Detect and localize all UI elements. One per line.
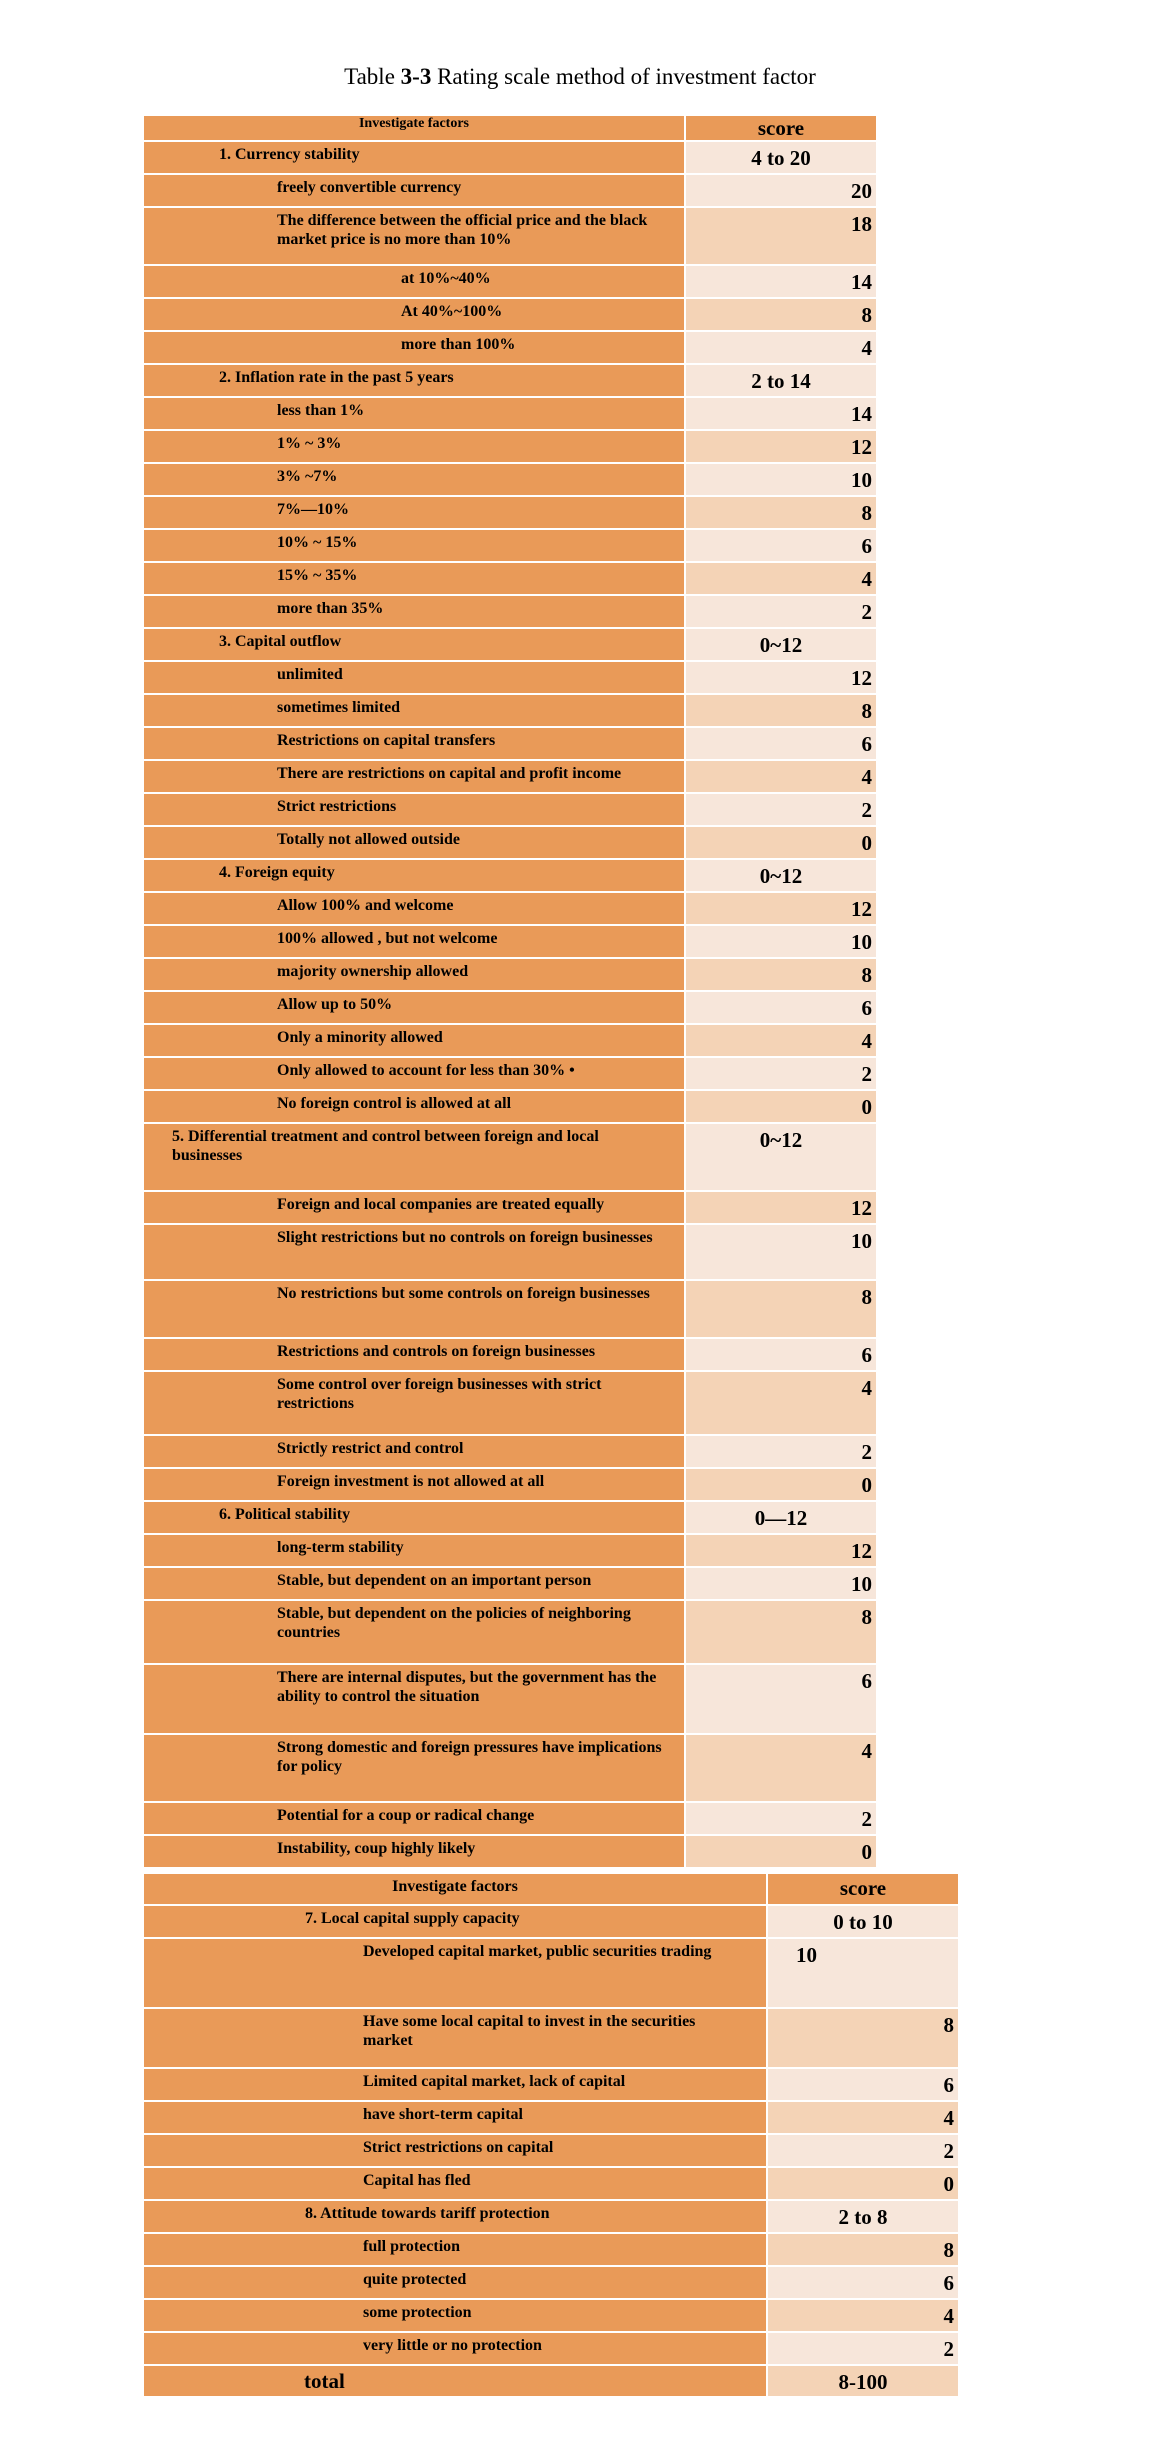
factor-label: long-term stability (144, 1535, 684, 1566)
factor-row (144, 959, 876, 990)
factor-row (144, 1372, 876, 1434)
factor-label: at 10%~40% (144, 266, 684, 297)
category-row (144, 1124, 876, 1190)
category-row (144, 2201, 958, 2232)
factor-label: 3% ~7% (144, 464, 684, 495)
category-score-range: 0 to 10 (766, 1906, 958, 1937)
factor-label: have short-term capital (144, 2102, 766, 2133)
factor-row (144, 827, 876, 858)
factor-score: 12 (684, 1192, 876, 1223)
factor-label: less than 1% (144, 398, 684, 429)
category-row (144, 629, 876, 660)
factor-row (144, 497, 876, 528)
factor-row (144, 1192, 876, 1223)
factor-label: more than 100% (144, 332, 684, 363)
factor-label: unlimited (144, 662, 684, 693)
title-text: Rating scale method of investment factor (431, 64, 816, 89)
factor-score: 8 (766, 2234, 958, 2265)
factor-label: No restrictions but some controls on foreign businesses (144, 1281, 684, 1337)
factor-row (144, 332, 876, 363)
category-row (144, 365, 876, 396)
factor-row (144, 1469, 876, 1500)
factor-row (144, 2333, 958, 2364)
factor-score: 14 (684, 266, 876, 297)
factor-score: 4 (766, 2300, 958, 2331)
factor-row (144, 208, 876, 264)
factor-row (144, 926, 876, 957)
total-score: 8-100 (766, 2366, 958, 2396)
factor-score: 6 (684, 992, 876, 1023)
factor-score: 20 (684, 175, 876, 206)
factor-label: some protection (144, 2300, 766, 2331)
category-score-range: 0~12 (684, 629, 876, 660)
category-label: 6. Political stability (144, 1502, 684, 1533)
factor-row (144, 1025, 876, 1056)
factor-label: Restrictions and controls on foreign businesses (144, 1339, 684, 1370)
rating-table-part-2 (144, 1872, 958, 2398)
factor-score: 0 (684, 1469, 876, 1500)
factor-score: 2 (766, 2333, 958, 2364)
factor-score: 10 (684, 1568, 876, 1599)
factor-row (144, 1436, 876, 1467)
factor-score: 0 (684, 1091, 876, 1122)
factor-score: 8 (684, 1601, 876, 1663)
factor-row (144, 2102, 958, 2133)
factor-score: 10 (684, 926, 876, 957)
factor-label: Strong domestic and foreign pressures have implications for policy (144, 1735, 684, 1801)
factor-label: Strict restrictions on capital (144, 2135, 766, 2166)
factor-row (144, 299, 876, 330)
factor-label: There are restrictions on capital and profit income (144, 761, 684, 792)
factor-score: 0 (684, 827, 876, 858)
table-title (0, 62, 1160, 92)
factor-label: At 40%~100% (144, 299, 684, 330)
factor-row (144, 1939, 958, 2007)
factor-score: 6 (684, 1665, 876, 1733)
factor-row (144, 1601, 876, 1663)
category-label: 3. Capital outflow (144, 629, 684, 660)
factor-label: full protection (144, 2234, 766, 2265)
factor-row (144, 695, 876, 726)
factor-label: Some control over foreign businesses with strict restrictions (144, 1372, 684, 1434)
factor-score: 2 (684, 794, 876, 825)
factor-score: 10 (684, 464, 876, 495)
factor-label: Instability, coup highly likely (144, 1836, 684, 1867)
factor-score: 0 (766, 2168, 958, 2199)
factor-label: Foreign investment is not allowed at all (144, 1469, 684, 1500)
factor-score: 6 (684, 728, 876, 759)
factor-row (144, 893, 876, 924)
factor-row (144, 2300, 958, 2331)
factor-row (144, 1568, 876, 1599)
total-label: total (144, 2366, 766, 2396)
category-score-range: 0~12 (684, 860, 876, 891)
factor-label: Slight restrictions but no controls on foreign businesses (144, 1225, 684, 1279)
factor-score: 8 (766, 2009, 958, 2067)
factor-label: Foreign and local companies are treated equally (144, 1192, 684, 1223)
factor-score: 2 (766, 2135, 958, 2166)
category-label: 5. Differential treatment and control between foreign and local businesses (144, 1124, 684, 1190)
factor-row (144, 1281, 876, 1337)
factor-row (144, 794, 876, 825)
factor-label: Allow up to 50% (144, 992, 684, 1023)
factor-row (144, 398, 876, 429)
factor-row (144, 761, 876, 792)
factor-label: 10% ~ 15% (144, 530, 684, 561)
factor-row (144, 1735, 876, 1801)
factor-score: 8 (684, 299, 876, 330)
factor-label: Developed capital market, public securities trading (144, 1939, 766, 2007)
factor-score: 4 (684, 761, 876, 792)
factor-score: 2 (684, 1436, 876, 1467)
factor-label: Strictly restrict and control (144, 1436, 684, 1467)
factor-score: 6 (766, 2267, 958, 2298)
factor-label: very little or no protection (144, 2333, 766, 2364)
factor-label: Restrictions on capital transfers (144, 728, 684, 759)
category-label: 4. Foreign equity (144, 860, 684, 891)
factor-label: 1% ~ 3% (144, 431, 684, 462)
factor-score: 12 (684, 893, 876, 924)
factor-score: 18 (684, 208, 876, 264)
factor-score: 0 (684, 1836, 876, 1867)
factor-label: freely convertible currency (144, 175, 684, 206)
factor-row (144, 596, 876, 627)
factor-label: Only a minority allowed (144, 1025, 684, 1056)
factor-score: 4 (684, 1025, 876, 1056)
factor-score: 4 (766, 2102, 958, 2133)
category-row (144, 860, 876, 891)
total-row (144, 2366, 958, 2396)
category-score-range: 4 to 20 (684, 142, 876, 173)
factor-score: 2 (684, 1058, 876, 1089)
header-score: score (684, 116, 876, 140)
factor-score: 2 (684, 596, 876, 627)
factor-label: Strict restrictions (144, 794, 684, 825)
title-prefix: Table (344, 64, 401, 89)
factor-label: Potential for a coup or radical change (144, 1803, 684, 1834)
category-score-range: 0—12 (684, 1502, 876, 1533)
factor-score: 6 (766, 2069, 958, 2100)
factor-row (144, 1836, 876, 1867)
factor-row (144, 431, 876, 462)
factor-label: Stable, but dependent on an important person (144, 1568, 684, 1599)
header-investigate-factors: Investigate factors (144, 116, 684, 140)
category-label: 8. Attitude towards tariff protection (144, 2201, 766, 2232)
factor-row (144, 1091, 876, 1122)
factor-label: Totally not allowed outside (144, 827, 684, 858)
factor-row (144, 2009, 958, 2067)
factor-label: No foreign control is allowed at all (144, 1091, 684, 1122)
category-row (144, 142, 876, 173)
factor-score: 8 (684, 959, 876, 990)
factor-score: 8 (684, 497, 876, 528)
factor-label: majority ownership allowed (144, 959, 684, 990)
factor-score: 10 (684, 1225, 876, 1279)
table-header-row (144, 1874, 958, 1904)
factor-row (144, 464, 876, 495)
factor-score: 6 (684, 530, 876, 561)
header-investigate-factors: Investigate factors (144, 1874, 766, 1904)
factor-row (144, 1058, 876, 1089)
factor-row (144, 2267, 958, 2298)
factor-label: Allow 100% and welcome (144, 893, 684, 924)
factor-score: 12 (684, 431, 876, 462)
factor-row (144, 530, 876, 561)
factor-row (144, 728, 876, 759)
factor-row (144, 1803, 876, 1834)
factor-row (144, 2135, 958, 2166)
factor-score: 8 (684, 695, 876, 726)
factor-score: 12 (684, 1535, 876, 1566)
rating-table-part-1 (144, 114, 876, 1869)
factor-row (144, 563, 876, 594)
factor-label: quite protected (144, 2267, 766, 2298)
factor-score: 4 (684, 563, 876, 594)
factor-row (144, 662, 876, 693)
header-score: score (766, 1874, 958, 1904)
factor-row (144, 175, 876, 206)
factor-row (144, 1225, 876, 1279)
category-label: 2. Inflation rate in the past 5 years (144, 365, 684, 396)
factor-row (144, 2234, 958, 2265)
factor-score: 4 (684, 1735, 876, 1801)
factor-label: Only allowed to account for less than 30% • (144, 1058, 684, 1089)
factor-label: 7%—10% (144, 497, 684, 528)
factor-label: There are internal disputes, but the government has the ability to control the situation (144, 1665, 684, 1733)
factor-score: 8 (684, 1281, 876, 1337)
table-header-row (144, 116, 876, 140)
category-score-range: 0~12 (684, 1124, 876, 1190)
title-number: 3-3 (400, 64, 432, 89)
category-row (144, 1906, 958, 1937)
factor-score: 4 (684, 332, 876, 363)
factor-row (144, 2069, 958, 2100)
factor-row (144, 2168, 958, 2199)
factor-label: Capital has fled (144, 2168, 766, 2199)
factor-score: 12 (684, 662, 876, 693)
category-score-range: 2 to 14 (684, 365, 876, 396)
factor-label: Limited capital market, lack of capital (144, 2069, 766, 2100)
category-label: 1. Currency stability (144, 142, 684, 173)
factor-label: more than 35% (144, 596, 684, 627)
factor-label: 15% ~ 35% (144, 563, 684, 594)
factor-label: The difference between the official price and the black market price is no more than 10% (144, 208, 684, 264)
factor-score: 6 (684, 1339, 876, 1370)
factor-row (144, 266, 876, 297)
factor-row (144, 1339, 876, 1370)
factor-label: Have some local capital to invest in the securities market (144, 2009, 766, 2067)
factor-score: 4 (684, 1372, 876, 1434)
factor-score: 2 (684, 1803, 876, 1834)
factor-score: 14 (684, 398, 876, 429)
category-row (144, 1502, 876, 1533)
factor-row (144, 1665, 876, 1733)
category-score-range: 2 to 8 (766, 2201, 958, 2232)
factor-label: 100% allowed , but not welcome (144, 926, 684, 957)
factor-row (144, 992, 876, 1023)
factor-row (144, 1535, 876, 1566)
factor-label: sometimes limited (144, 695, 684, 726)
factor-label: Stable, but dependent on the policies of neighboring countries (144, 1601, 684, 1663)
factor-score: 10 (766, 1939, 958, 2007)
category-label: 7. Local capital supply capacity (144, 1906, 766, 1937)
